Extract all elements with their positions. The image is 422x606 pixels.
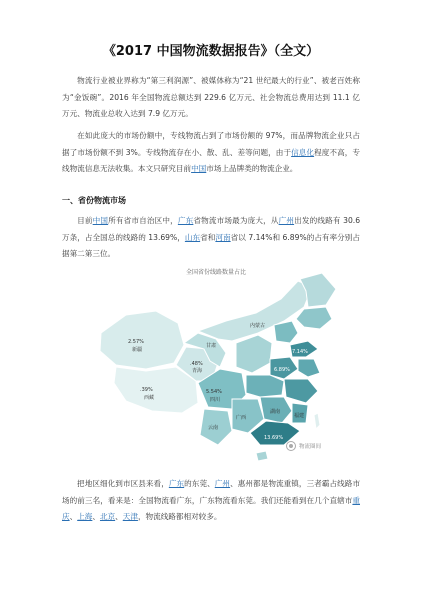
intro-text: 物流行业被业界称为“第三利润源”、被媒体称为“21 世纪最大的行业”、被老百姓称为“金饭碗”。2016 年全国物流总额达到 229.6 亿万元、社会物流总费用达到 11.1 亿万元、物流业总收入达到 7.9 亿万元。 <box>62 76 360 118</box>
link-guangdong[interactable]: 广东 <box>177 216 194 225</box>
label-sichuan-name: 四川 <box>210 397 221 403</box>
province-hubei <box>246 375 284 397</box>
label-shandong-value: 7.14% <box>292 349 308 355</box>
section-heading-province-market: 一、省份物流市场 <box>62 196 126 205</box>
link-beijing[interactable]: 北京 <box>99 512 116 521</box>
province-hebei <box>274 321 298 343</box>
map-svg <box>86 263 346 468</box>
label-henan-value: 6.89% <box>274 367 290 373</box>
link-china[interactable]: 中国 <box>92 216 109 225</box>
link-informatization[interactable]: 信息化 <box>291 147 315 157</box>
label-yunnan: 云南 <box>208 425 219 431</box>
text-span: 市场上品牌类的物流企业。 <box>206 164 298 173</box>
province-paragraph <box>62 213 360 263</box>
text-span: ，物流线路都相对较多。 <box>137 512 222 521</box>
province-jiangsu <box>298 359 320 377</box>
text-span: 、 <box>69 512 78 521</box>
link-shandong[interactable]: 山东 <box>184 232 201 242</box>
text-span: 、 <box>92 512 100 521</box>
province-xizang <box>114 367 198 413</box>
text-span: 、 <box>115 512 123 521</box>
link-guangdong[interactable]: 广东 <box>168 479 185 488</box>
wechat-logo-icon <box>286 441 296 451</box>
text-span: 的东莞、 <box>184 479 215 488</box>
label-neimenggu: 内蒙古 <box>250 323 266 329</box>
label-qinghai-name: 青海 <box>192 368 203 374</box>
province-hainan <box>256 451 268 461</box>
link-guangzhou[interactable]: 广州 <box>214 479 231 488</box>
document-title: 《2017 中国物流数据报告》（全文） <box>102 44 320 59</box>
china-province-map <box>86 263 346 468</box>
link-china[interactable]: 中国 <box>191 164 207 173</box>
text-span: 在如此庞大的市场份额中，专线物流占到了市场份额的 97%，而品牌物流企业只占据了市场份额不到 3%。专线物流存在小、散、乱、差等问题，由于 <box>62 131 360 157</box>
province-shaanxi <box>236 335 272 373</box>
province-jilin-liaoning <box>296 307 332 329</box>
watermark-text: 物流圈间 <box>299 444 322 450</box>
province-zhejiang <box>284 379 318 403</box>
map-title: 全国省份线路数量占比 <box>185 269 246 276</box>
label-fujian: 福建 <box>294 413 305 419</box>
text-span: 目前 <box>77 216 93 225</box>
market-share-paragraph <box>62 128 360 178</box>
label-xizang-value: .39% <box>140 387 153 393</box>
link-tianjin[interactable]: 天津 <box>122 512 138 521</box>
link-chongqing[interactable]: 重庆 <box>62 495 360 521</box>
city-paragraph <box>62 476 360 526</box>
map-watermark <box>286 441 321 451</box>
text-span: 、惠州都是物流重镇，三者霸占线路市场的前三名，看来是：全国物流看广东，广东物流看东莞。我们还能看到在几个直辖市 <box>62 479 361 505</box>
text-span: 把地区细化到市区县来看， <box>77 479 169 488</box>
label-gansu: 甘肃 <box>206 343 217 349</box>
label-qinghai-value: .48% <box>190 361 203 367</box>
link-shanghai[interactable]: 上海 <box>77 512 93 521</box>
label-xinjiang-value: 2.57% <box>128 339 144 345</box>
text-span: 程度不高，专线物流信息无法收集。本文只研究目前 <box>62 147 360 173</box>
text-span: 省物流市场最为庞大，从 <box>193 216 279 225</box>
label-sichuan-value: 5.54% <box>206 389 222 395</box>
label-xizang-name: 西藏 <box>144 395 155 401</box>
text-span: 出发的线路有 30.6 万条，占全国总的线路的 13.69%， <box>62 216 361 242</box>
link-henan[interactable]: 河南 <box>215 232 231 242</box>
link-guangzhou[interactable]: 广州 <box>278 216 295 225</box>
text-span: 所有省市自治区中， <box>108 216 178 225</box>
label-guangdong-value: 13.69% <box>264 435 284 441</box>
text-span: 省以 7.14%和 6.89%的占有率分别占据第二第三位。 <box>62 232 361 258</box>
intro-paragraph <box>62 73 360 123</box>
text-span: 省和 <box>200 232 216 242</box>
province-taiwan <box>314 413 320 429</box>
label-xinjiang-name: 新疆 <box>132 347 143 353</box>
label-guangxi: 广西 <box>236 415 247 421</box>
label-hunan: 湖南 <box>270 409 281 415</box>
